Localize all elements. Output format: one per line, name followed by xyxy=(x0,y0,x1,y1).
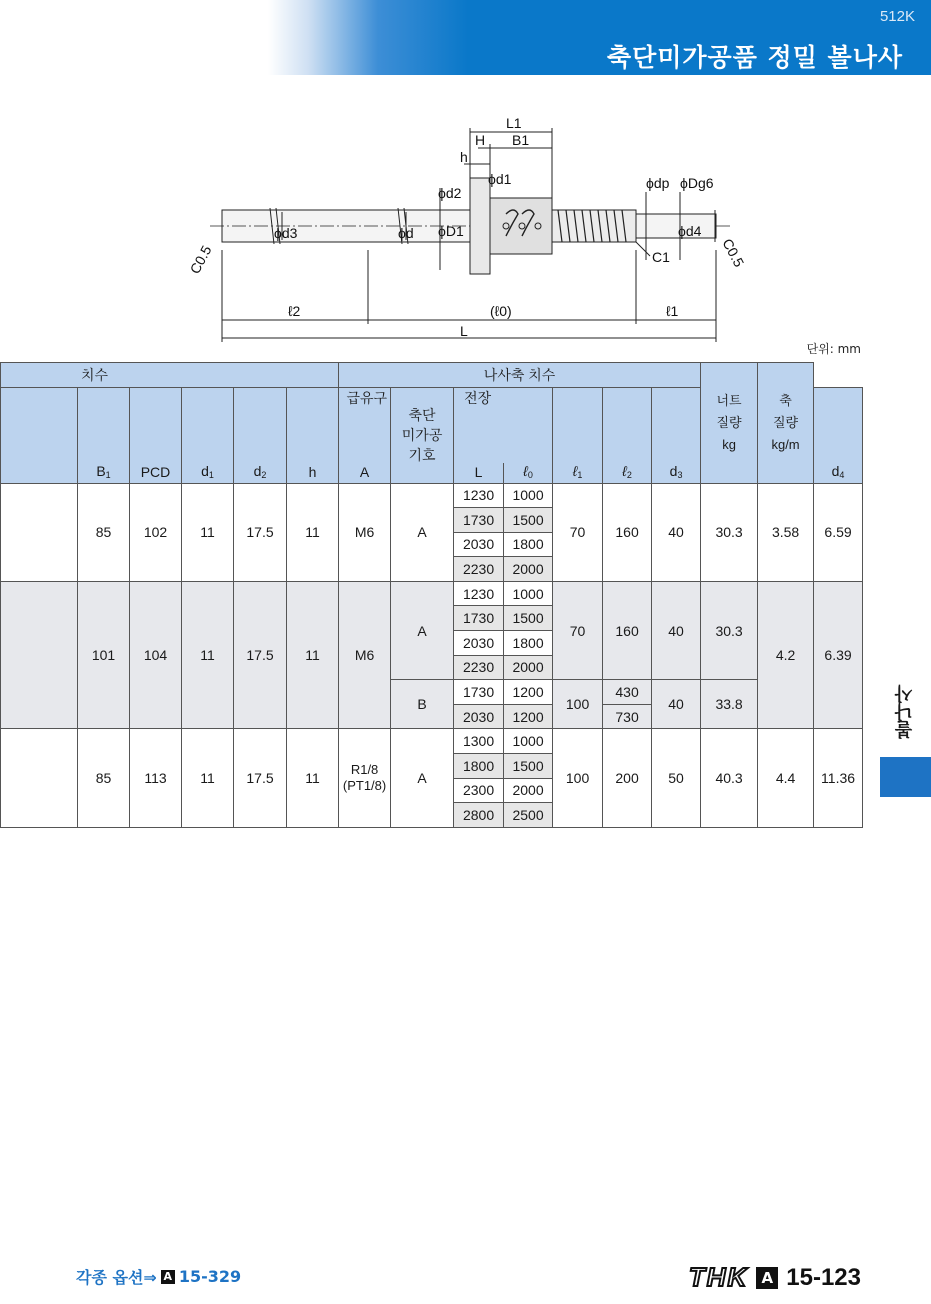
label-d3: ϕd3 xyxy=(274,225,298,241)
table-cell: 11 xyxy=(182,483,234,581)
table-cell xyxy=(1,581,78,729)
table-cell: 1200 xyxy=(504,704,553,729)
table-cell: 113 xyxy=(130,729,182,827)
header-overall-length: 전장 xyxy=(454,388,553,463)
table-cell: 160 xyxy=(603,581,652,679)
header-l0: ℓ$_0$ xyxy=(504,463,553,484)
header-screw-dims: 나사축 치수 xyxy=(339,363,701,388)
table-cell: 2000 xyxy=(504,778,553,803)
table-cell: 1000 xyxy=(504,483,553,508)
table-cell: 1800 xyxy=(454,754,504,779)
table-cell: 1200 xyxy=(504,680,553,705)
header-band xyxy=(268,0,931,75)
label-L: L xyxy=(460,323,468,339)
table-cell: 2800 xyxy=(454,803,504,828)
footer-left-box: A xyxy=(161,1270,175,1284)
table-cell: 11 xyxy=(287,729,339,827)
table-cell: 1500 xyxy=(504,754,553,779)
table-cell: 11.36 xyxy=(814,729,863,827)
table-cell: B xyxy=(391,680,454,729)
table-cell: 1000 xyxy=(504,729,553,754)
table-cell xyxy=(1,483,78,581)
table-cell: 1730 xyxy=(454,606,504,631)
table-cell: 1730 xyxy=(454,508,504,533)
table-cell: 3.58 xyxy=(758,483,814,581)
table-cell: 102 xyxy=(130,483,182,581)
table-cell: 50 xyxy=(652,729,701,827)
table-cell: 100 xyxy=(553,680,603,729)
table-cell: 2000 xyxy=(504,557,553,582)
table-cell: 100 xyxy=(553,729,603,827)
table-cell: 40 xyxy=(652,581,701,679)
footer-right-box: A xyxy=(756,1267,778,1289)
table-cell: 33.8 xyxy=(701,680,758,729)
header-shaft-end-symbol: 축단 미가공 기호 xyxy=(391,388,454,484)
label-Dg6: ϕDg6 xyxy=(680,175,714,191)
table-cell: 1000 xyxy=(504,581,553,606)
table-cell xyxy=(1,729,78,827)
table-cell: 40.3 xyxy=(701,729,758,827)
header-h: h xyxy=(287,388,339,484)
header-nut-mass: 너트 질량 kg xyxy=(701,363,758,484)
table-cell: 2230 xyxy=(454,557,504,582)
header-d1: $d_1$ xyxy=(182,388,234,484)
label-d2: ϕd2 xyxy=(438,185,462,201)
table-cell: 11 xyxy=(182,729,234,827)
label-C05-left: C0.5 xyxy=(186,242,215,277)
unit-label: 단위: mm xyxy=(806,342,861,356)
label-d1: ϕd1 xyxy=(488,171,512,187)
header-d2: $d_2$ xyxy=(234,388,287,484)
label-C1: C1 xyxy=(652,249,670,265)
table-cell: A xyxy=(391,729,454,827)
label-h: h xyxy=(460,149,468,165)
footer-left-page: 15-329 xyxy=(178,1267,242,1286)
table-cell: 730 xyxy=(603,704,652,729)
header-B1: $B_1$ xyxy=(78,388,130,484)
table-cell: 1230 xyxy=(454,581,504,606)
table-cell: 30.3 xyxy=(701,581,758,679)
table-cell: R1/8 (PT1/8) xyxy=(339,729,391,827)
table-cell: 1800 xyxy=(504,532,553,557)
table-cell: 430 xyxy=(603,680,652,705)
header-d4: $d_4$ xyxy=(814,388,863,484)
table-cell: 2300 xyxy=(454,778,504,803)
header-A: A xyxy=(339,463,391,484)
header-blank xyxy=(1,388,78,484)
table-cell: 1500 xyxy=(504,508,553,533)
label-l2: ℓ2 xyxy=(288,303,301,319)
table-cell: 17.5 xyxy=(234,483,287,581)
table-cell: 17.5 xyxy=(234,581,287,729)
table-cell: 85 xyxy=(78,729,130,827)
table-cell: 40 xyxy=(652,483,701,581)
side-tab-label: 볼나사 xyxy=(894,685,916,739)
label-l0: (ℓ0) xyxy=(490,303,512,319)
table-cell: 1730 xyxy=(454,680,504,705)
header-PCD: PCD xyxy=(130,388,182,484)
table-cell: 11 xyxy=(287,483,339,581)
table-cell: 70 xyxy=(553,483,603,581)
table-cell: 17.5 xyxy=(234,729,287,827)
table-cell: 11 xyxy=(287,581,339,729)
label-L1: L1 xyxy=(506,115,522,131)
table-cell: M6 xyxy=(339,483,391,581)
table-cell: 2500 xyxy=(504,803,553,828)
header-l2: ℓ$_2$ xyxy=(603,388,652,484)
footer-options-link[interactable] xyxy=(76,1265,241,1288)
table-cell: 104 xyxy=(130,581,182,729)
table-cell: 1300 xyxy=(454,729,504,754)
side-tab-marker xyxy=(880,757,931,797)
table-cell: 11 xyxy=(182,581,234,729)
header-d3: $d_3$ xyxy=(652,388,701,484)
table-cell: 30.3 xyxy=(701,483,758,581)
page-title: 축단미가공품 정밀 볼나사 xyxy=(606,43,903,72)
label-B1: B1 xyxy=(512,132,530,148)
table-cell: A xyxy=(391,483,454,581)
table-cell: M6 xyxy=(339,581,391,729)
label-H: H xyxy=(475,132,486,148)
table-cell: 2030 xyxy=(454,631,504,656)
table-row xyxy=(1,483,863,508)
table-cell: 2230 xyxy=(454,655,504,680)
table-cell: 4.2 xyxy=(758,581,814,729)
label-d4: ϕd4 xyxy=(678,223,702,239)
table-row xyxy=(1,581,863,606)
brand-logo: THK xyxy=(688,1262,749,1292)
header-dimensions: 치수 xyxy=(1,363,339,388)
table-cell: 40 xyxy=(652,680,701,729)
label-D1: ϕD1 xyxy=(438,223,464,239)
table-cell: 2030 xyxy=(454,704,504,729)
table-cell: A xyxy=(391,581,454,679)
header-L: L xyxy=(454,463,504,484)
spec-table xyxy=(0,362,863,828)
footer-options-text: 각종 옵션⇒ xyxy=(76,1268,157,1287)
table-cell: 1800 xyxy=(504,631,553,656)
table-cell: 200 xyxy=(603,729,652,827)
label-l1: ℓ1 xyxy=(666,303,679,319)
table-cell: 2000 xyxy=(504,655,553,680)
header-shaft-mass: 축 질량 kg/m xyxy=(758,363,814,484)
header-lube: 급유구 xyxy=(339,388,391,463)
table-cell: 6.59 xyxy=(814,483,863,581)
ball-screw-drawing xyxy=(170,110,770,350)
table-cell: 1230 xyxy=(454,483,504,508)
label-d: ϕd xyxy=(398,225,414,241)
table-cell: 85 xyxy=(78,483,130,581)
table-cell: 70 xyxy=(553,581,603,679)
table-cell: 160 xyxy=(603,483,652,581)
model-code: 512K xyxy=(879,8,915,25)
label-C05-right: C0.5 xyxy=(719,235,748,270)
header-l1: ℓ$_1$ xyxy=(553,388,603,484)
table-cell: 2030 xyxy=(454,532,504,557)
page-number: 15-123 xyxy=(786,1263,861,1291)
label-dp: ϕdp xyxy=(646,175,670,191)
table-cell: 101 xyxy=(78,581,130,729)
table-cell: 4.4 xyxy=(758,729,814,827)
table-cell: 1500 xyxy=(504,606,553,631)
table-row xyxy=(1,729,863,754)
footer-right xyxy=(689,1262,861,1293)
table-cell: 6.39 xyxy=(814,581,863,729)
